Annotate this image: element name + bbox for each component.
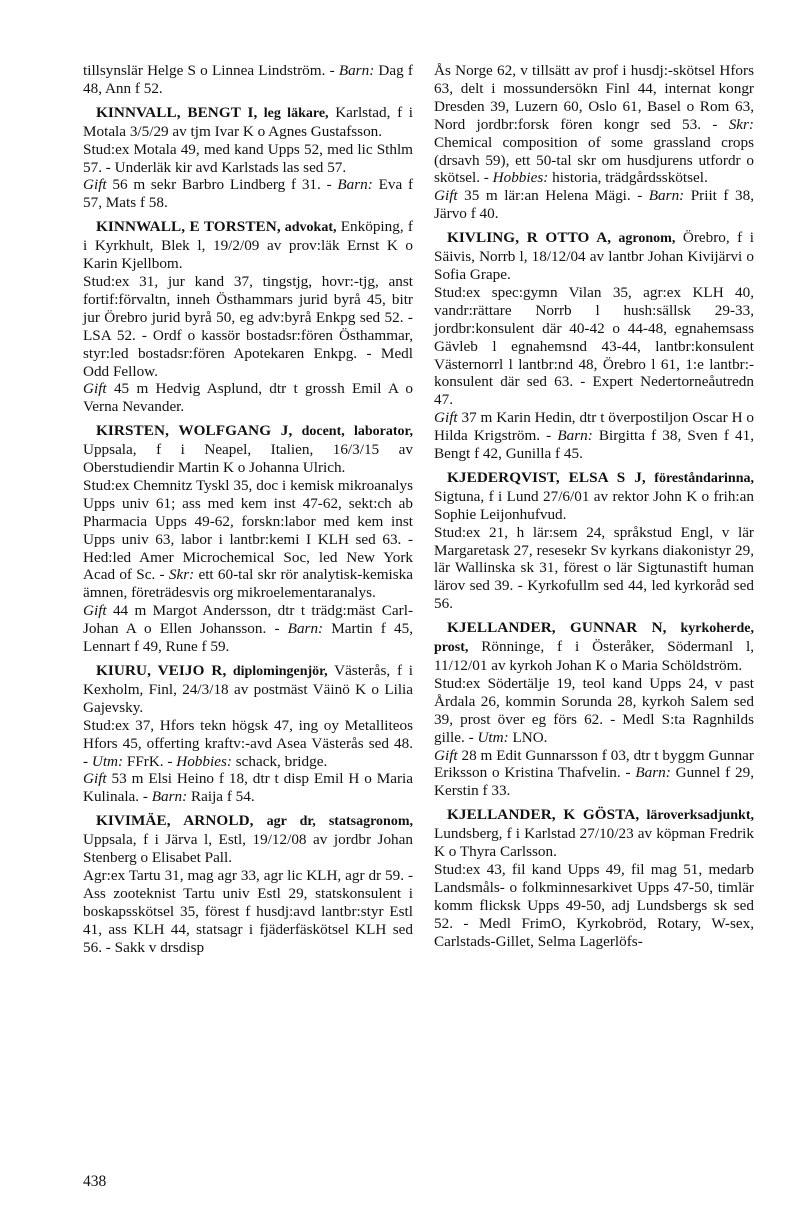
- field-label: Barn:: [287, 620, 324, 638]
- field-label: Barn:: [635, 764, 671, 782]
- entry-paragraph: [434, 675, 754, 747]
- entry-heading: [434, 619, 754, 675]
- entry-heading: [434, 806, 754, 861]
- entry-text: Priit f 38, Järvo f 40.: [434, 187, 754, 223]
- entry-text: Uppsala, f i Neapel, Italien, 16/3/15 av Oberstudiendir Martin K o Johanna Ulrich.: [83, 441, 413, 477]
- entry-paragraph: [83, 62, 413, 98]
- entry-paragraph: [434, 861, 754, 951]
- person-name: KJEDERQVIST, ELSA S J,: [447, 468, 646, 486]
- entry-text: Uppsala, f i Järva l, Estl, 19/12/08 av jordbr Johan Stenberg o Elisabet Pall.: [83, 831, 413, 867]
- entry-heading: [83, 218, 413, 273]
- biography-entry: [434, 619, 754, 800]
- entry-text: LNO.: [508, 728, 548, 746]
- entry-heading: [83, 104, 413, 141]
- profession: agronom,: [611, 231, 676, 247]
- entry-text: tillsynslär Helge S o Linnea Lindström. -: [83, 62, 339, 79]
- profession: kyrkoherde, prost,: [434, 621, 754, 656]
- profession: docent, laborator,: [292, 424, 413, 440]
- entry-paragraph: [83, 770, 413, 806]
- entry-text: Martin f 45, Lennart f 49, Rune f 59.: [83, 620, 413, 656]
- entry-paragraph: [434, 409, 754, 463]
- field-label: Gift: [434, 187, 458, 205]
- field-label: Gift: [83, 770, 107, 788]
- field-label: Hobbies:: [492, 169, 549, 187]
- entry-text: Agr:ex Tartu 31, mag agr 33, agr lic KLH, agr dr 59. - Ass zooteknist Tartu univ Estl 29, statskonsulent i boskapsskötsel 35, förest f husdj:avd lantbr:styr Estl 41, ass KLH 44, statsagr i fjäderfäskötsel KLH sed 56. - Sakk v drsdisp: [83, 866, 413, 956]
- field-label: Barn:: [338, 62, 375, 79]
- entry-text: 37 m Karin Hedin, dtr t överpostiljon Oscar H o Hilda Krigström. -: [434, 409, 754, 445]
- entry-text: Rönninge, f i Österåker, Södermanl l, 11/12/01 av kyrkoh Johan K o Maria Schöldström.: [434, 638, 754, 674]
- field-label: Skr:: [168, 566, 195, 584]
- biography-entry: [434, 469, 754, 613]
- entry-paragraph: [83, 602, 413, 656]
- biography-entry: [434, 806, 754, 950]
- entry-paragraph: [83, 717, 413, 771]
- field-label: Gift: [83, 176, 107, 194]
- entry-paragraph: [83, 477, 413, 602]
- profession: advokat,: [280, 220, 337, 236]
- entry-text: Örebro, f i Säivis, Norrb l, 18/12/04 av lantbr Johan Kivijärvi o Sofia Grape.: [434, 229, 754, 283]
- profession: leg läkare,: [257, 105, 329, 121]
- entry-paragraph: [83, 141, 413, 177]
- entry-text: Stud:ex 31, jur kand 37, tingstjg, hovr:-tjg, anst fortif:förvaltn, inneh Östhammars jurid byrå 45, bitr jur Örebro jurid byrå 50, eg adv:byrå Enkpg sed 52. - LSA 52. - Ordf o kassör bostadsr:fören Östhammar, styr:led bostadsr:fören Apotekaren Enkpg. - Medl Odd Fellow.: [83, 272, 413, 380]
- profession: föreståndarinna,: [645, 470, 754, 486]
- person-name: KINNWALL, E TORSTEN,: [96, 218, 281, 236]
- entry-text: 28 m Edit Gunnarsson f 03, dtr t byggm Gunnar Eriksson o Kristina Thafvelin. -: [434, 746, 754, 782]
- entry-text: Stud:ex Chemnitz Tyskl 35, doc i kemisk mikroanalys Upps univ 61; ass med kem inst 47-62, sekt:ch ab Pharmacia Upps 49-62, forskn:labor med kem inst Upps univ 63, labor i lantbr:kemi I KLH sed 63. - Hed:led Amer Microchemical Soc, led New York Acad of Sc. -: [83, 476, 413, 584]
- entry-text: Västerås, f i Kexholm, Finl, 24/3/18 av postmäst Väinö K o Lilia Gajevsky.: [83, 662, 413, 716]
- entry-text: 44 m Margot Andersson, dtr t trädg:mäst Carl-Johan A o Ellen Johansson. -: [83, 602, 413, 638]
- entry-continuation: [83, 62, 413, 98]
- biography-entry: [83, 812, 413, 956]
- profession: läroverksadjunkt,: [639, 808, 755, 824]
- profession: agr dr, statsagronom,: [253, 814, 413, 830]
- entry-text: 35 m lär:an Helena Mägi. -: [457, 187, 649, 205]
- person-name: KJELLANDER, GUNNAR N,: [447, 619, 667, 637]
- biography-entry: [83, 104, 413, 212]
- person-name: KINNVALL, BENGT I,: [96, 103, 258, 121]
- biography-entry: [83, 422, 413, 656]
- field-label: Barn:: [648, 187, 685, 205]
- field-label: Gift: [434, 409, 458, 427]
- entry-text: Stud:ex 43, fil kand Upps 49, fil mag 51, medarb Landsmåls- o folkminnesarkivet Upps 47-50, timlär komm flicksk Upps 49-50, adj Lundsbergs sk sed 52. - Medl FrimO, Kyrkobröd, Rotary, W-sex, Carlstads-Gillet, Selma Lagerlöfs-: [434, 860, 754, 950]
- entry-paragraph: [83, 176, 413, 212]
- entry-text: schack, bridge.: [231, 752, 328, 770]
- entry-heading: [434, 229, 754, 284]
- field-label: Gift: [83, 602, 107, 620]
- entry-text: historia, trädgårdsskötsel.: [548, 169, 708, 187]
- field-label: Barn:: [151, 788, 188, 806]
- biography-entry: [434, 229, 754, 463]
- entry-text: Raija f 54.: [187, 788, 255, 806]
- person-name: KIVLING, R OTTO A,: [447, 229, 612, 247]
- entry-heading: [83, 812, 413, 867]
- entry-text: Lundsberg, f i Karlstad 27/10/23 av köpman Fredrik K o Thyra Carlsson.: [434, 825, 754, 861]
- entry-paragraph: [434, 284, 754, 409]
- entry-paragraph: [434, 187, 754, 223]
- entry-text: Stud:ex 21, h lär:sem 24, språkstud Engl, v lär Margaretask 27, resesekr Sv kyrkans diakonistyr 29, lär Wallinska sk 31, förest o lär Sigtunastift human lärov sed 39. - Kyrkofullm sed 44, led kyrkoråd sed 56.: [434, 523, 754, 613]
- entry-heading: [83, 662, 413, 717]
- entry-text: Enköping, f i Kyrkhult, Blek l, 19/2/09 av prov:läk Ernst K o Karin Kjellbom.: [83, 218, 413, 273]
- biography-entry: [83, 662, 413, 806]
- person-name: KIRSTEN, WOLFGANG J,: [96, 422, 293, 440]
- page-number: 438: [83, 1173, 107, 1190]
- entry-text: Dag f 48, Ann f 52.: [83, 62, 413, 97]
- entry-text: Stud:ex Motala 49, med kand Upps 52, med lic Sthlm 57. - Underläk kir avd Karlstads las sed 57.: [83, 140, 413, 176]
- entry-text: Ås Norge 62, v tillsätt av prof i husdj:-skötsel Hfors 63, delt i mossundersökn Finl 44, internat kongr Dresden 39, Luzern 60, Oslo 61, Basel o Rom 63, Nord jordbr:forsk fören kongr sed 53. -: [434, 62, 754, 133]
- entry-heading: [434, 469, 754, 524]
- entry-text: Karlstad, f i Motala 3/5/29 av tjm Ivar K o Agnes Gustafsson.: [83, 103, 413, 140]
- field-label: Skr:: [728, 115, 754, 133]
- entry-text: Sigtuna, f i Lund 27/6/01 av rektor John K o frih:an Sophie Leijonhufvud.: [434, 487, 754, 523]
- entry-paragraph: [83, 273, 413, 380]
- field-label: Hobbies:: [176, 752, 232, 770]
- entry-text: Gunnel f 29, Kerstin f 33.: [434, 764, 754, 800]
- person-name: KJELLANDER, K GÖSTA,: [447, 806, 640, 824]
- entry-paragraph: [83, 867, 413, 957]
- person-name: KIURU, VEIJO R,: [96, 662, 227, 679]
- entry-continuation: [434, 62, 754, 223]
- entry-text: Stud:ex spec:gymn Vilan 35, agr:ex KLH 40, vandr:rättare Norrb l hush:sällsk 29-33, jordbr:konsulent där 40-42 o 44-48, egnahemsass Gävleb l egnahemsnd 43-44, lantbr:konsulent Västernorrl l lantbr:nd 48, Örebro l 61, 1:e lantbr:-konsulent där sed 63. - Expert Nedertorneåutredn 47.: [434, 283, 754, 409]
- entry-text: Stud:ex 37, Hfors tekn högsk 47, ing oy Metalliteos Hfors 45, offerting kraftv:-avd Asea Västerås sed 48. -: [83, 716, 413, 770]
- entry-text: Birgitta f 38, Sven f 41, Bengt f 42, Gunilla f 45.: [434, 427, 754, 463]
- field-label: Barn:: [557, 427, 593, 445]
- entry-text: 56 m sekr Barbro Lindberg f 31. -: [106, 176, 338, 194]
- entry-text: ett 60-tal skr rör analytisk-kemiska ämnen, företrädesvis org mikroelementaranalys.: [83, 566, 413, 602]
- field-label: Barn:: [337, 176, 373, 194]
- entry-paragraph: [434, 62, 754, 187]
- field-label: Gift: [434, 746, 458, 764]
- field-label: Utm:: [91, 752, 124, 770]
- field-label: Utm:: [477, 728, 509, 746]
- profession: diplomingenjör,: [226, 664, 328, 679]
- entry-text: Eva f 57, Mats f 58.: [83, 176, 414, 212]
- biography-entry: [83, 218, 413, 416]
- field-label: Gift: [83, 380, 107, 398]
- entry-text: Stud:ex Södertälje 19, teol kand Upps 24, v past Årdala 26, kommin Sorunda 28, kyrkoh Salem sed 39, prost över eg förs 62. - Medl S:ta Ragnhilds gille. -: [434, 674, 754, 746]
- entry-paragraph: [434, 524, 754, 614]
- person-name: KIVIMÄE, ARNOLD,: [96, 812, 254, 830]
- entry-text: 45 m Hedvig Asplund, dtr t grossh Emil A o Verna Nevander.: [83, 380, 413, 416]
- left-column: [83, 62, 413, 957]
- entry-text: 53 m Elsi Heino f 18, dtr t disp Emil H o Maria Kulinala. -: [83, 770, 413, 806]
- entry-text: Chemical composition of some grassland crops (drsavh 59), ett 50-tal skr om husdjurens utfordr o skötsel. -: [434, 133, 754, 187]
- entry-text: FFrK. -: [123, 752, 177, 770]
- entry-heading: [83, 422, 413, 477]
- right-column: [434, 62, 754, 951]
- entry-paragraph: [83, 380, 413, 416]
- entry-paragraph: [434, 747, 754, 801]
